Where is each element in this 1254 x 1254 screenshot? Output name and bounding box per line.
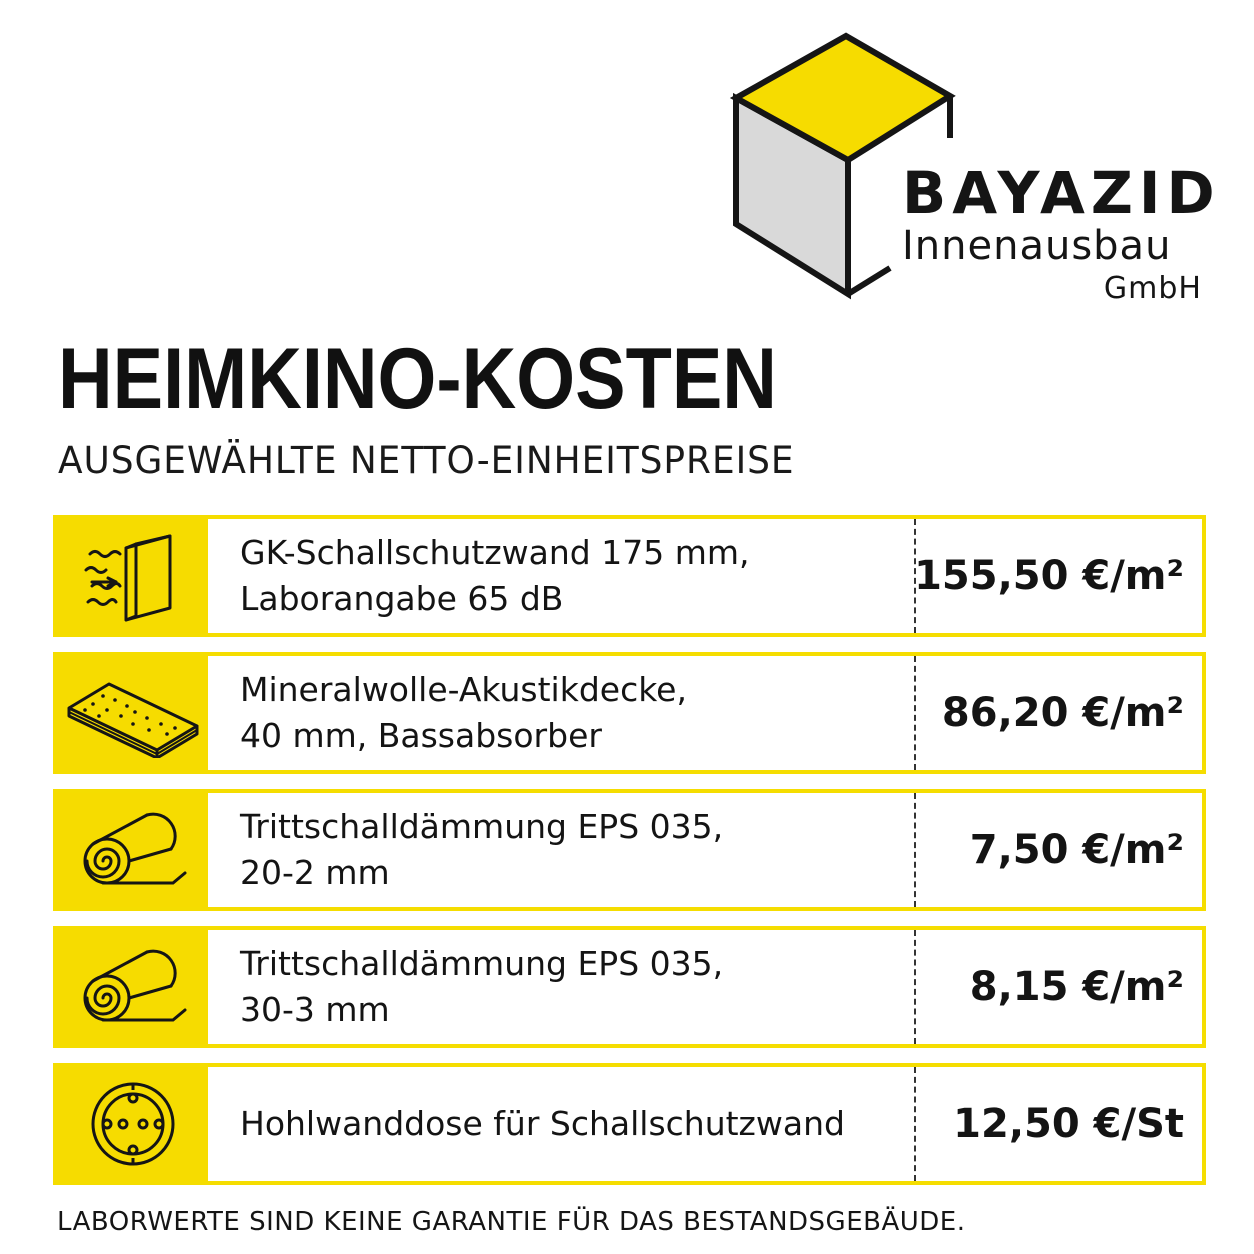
item-description: Mineralwolle-Akustikdecke, 40 mm, Bassabsorber — [240, 670, 687, 755]
price-row — [53, 1063, 1206, 1185]
row-icon-cell — [57, 656, 208, 770]
item-description-cell — [208, 1067, 914, 1181]
row-icon-cell — [57, 793, 208, 907]
insulation-roll-icon — [73, 942, 193, 1032]
wall-socket-box-icon — [85, 1076, 181, 1172]
footer-disclaimer: LABORWERTE SIND KEINE GARANTIE FÜR DAS BESTANDSGEBÄUDE. — [57, 1207, 966, 1237]
insulation-roll-icon — [73, 805, 193, 895]
item-price: 7,50 €/m² — [914, 793, 1202, 907]
price-row — [53, 789, 1206, 911]
price-row — [53, 515, 1206, 637]
price-row — [53, 926, 1206, 1048]
row-icon-cell — [57, 519, 208, 633]
page-title: HEIMKINO-KOSTEN — [58, 331, 777, 427]
row-icon-cell — [57, 930, 208, 1044]
brand-legal-form: GmbH — [1103, 271, 1202, 306]
price-list — [53, 515, 1206, 1185]
item-price: 12,50 €/St — [914, 1067, 1202, 1181]
item-description: Trittschalldämmung EPS 035, 30-3 mm — [240, 944, 724, 1029]
price-row — [53, 652, 1206, 774]
item-description-cell — [208, 930, 914, 1044]
item-price: 8,15 €/m² — [914, 930, 1202, 1044]
item-description-cell — [208, 656, 914, 770]
item-price: 155,50 €/m² — [914, 519, 1202, 633]
item-price: 86,20 €/m² — [914, 656, 1202, 770]
row-icon-cell — [57, 1067, 208, 1181]
item-description-cell — [208, 793, 914, 907]
soundproof-wall-icon — [78, 526, 188, 626]
brand-subtitle: Innenausbau — [902, 223, 1172, 269]
acoustic-panel-icon — [63, 668, 203, 758]
item-description: GK-Schallschutzwand 175 mm, Laborangabe 65 dB — [240, 533, 750, 618]
brand-name: BAYAZID — [902, 159, 1221, 227]
item-description: Trittschalldämmung EPS 035, 20-2 mm — [240, 807, 724, 892]
company-logo — [726, 28, 1221, 308]
item-description: Hohlwanddose für Schallschutzwand — [240, 1104, 845, 1143]
item-description-cell — [208, 519, 914, 633]
page-subtitle: AUSGEWÄHLTE NETTO-EINHEITSPREISE — [58, 439, 795, 482]
